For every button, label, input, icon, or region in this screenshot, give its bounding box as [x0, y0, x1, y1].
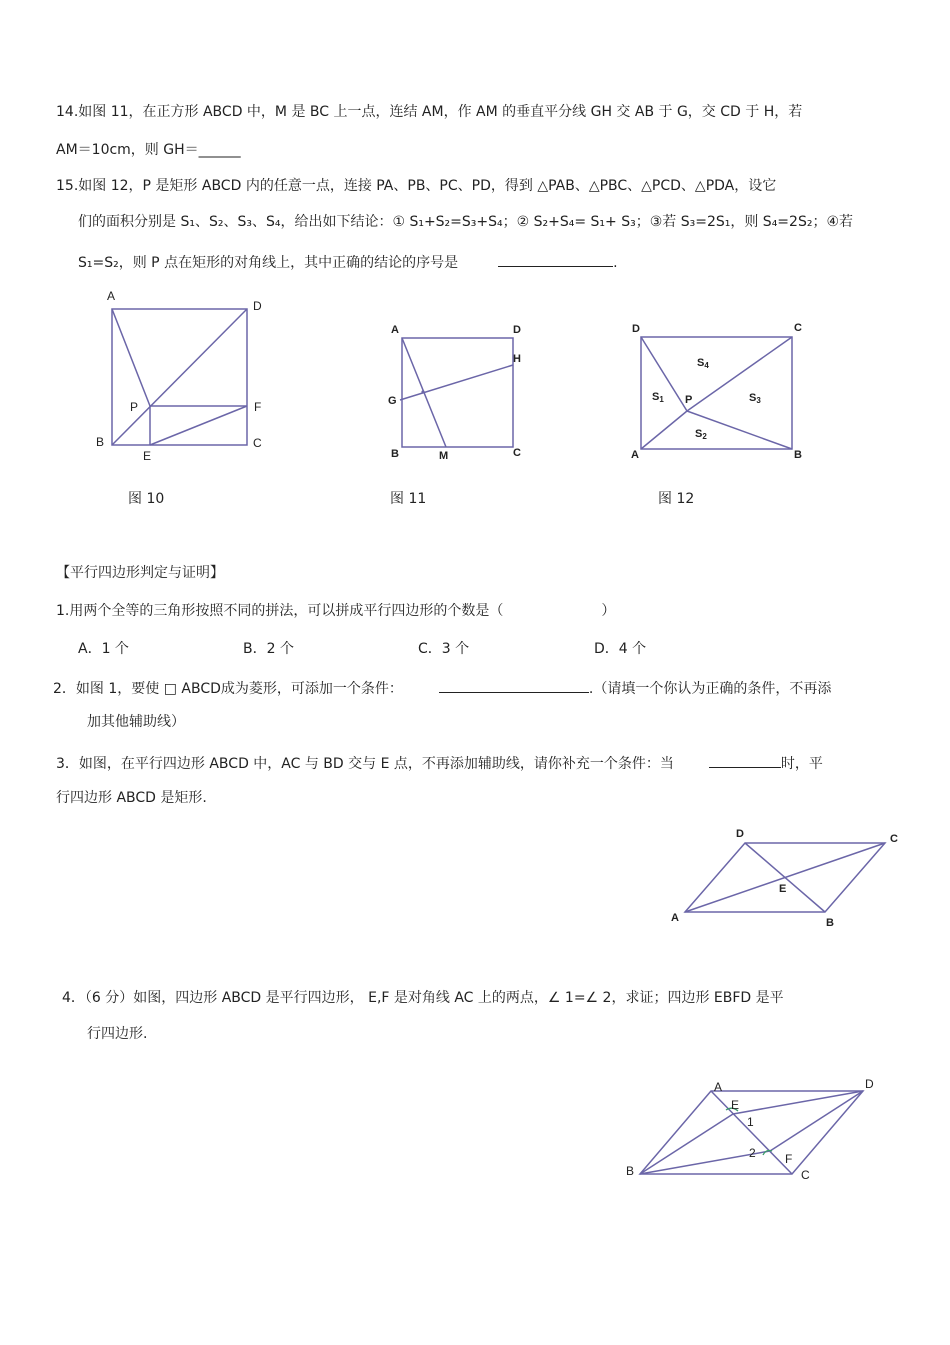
figure-11: [380, 315, 540, 465]
fig12-line-pc: [687, 337, 792, 411]
figure-12: [625, 315, 815, 465]
fig12-label-d: D: [632, 323, 640, 335]
figq4-label-f: F: [785, 1152, 793, 1166]
q15-line2: 们的面积分别是 S₁、S₂、S₃、S₄，给出如下结论：① S₁+S₂=S₃+S₄；② S₂+S₄= S₁+ S₃；③若 S₃=2S₁，则 S₄=2S₂；④若: [78, 214, 853, 230]
fig10-label-f: F: [254, 400, 262, 414]
p2-answer-blank[interactable]: [439, 677, 589, 693]
fig10-label-b: B: [96, 435, 105, 449]
figure-q4-parallelogram: [620, 1070, 890, 1190]
p1-question: [56, 601, 615, 621]
figq3-label-e: E: [779, 883, 787, 895]
p1-close-paren: ）: [601, 603, 616, 619]
q14-line2: AM＝10cm，则 GH＝______: [56, 142, 241, 158]
figq4-label-2: 2: [749, 1146, 756, 1160]
fig10-diagonal-bd: [112, 309, 247, 445]
figq4-diagonal-ac: [711, 1091, 792, 1174]
figq3-label-d: D: [736, 828, 744, 840]
fig10-label-c: C: [253, 436, 262, 450]
fig10-label-p: P: [130, 400, 139, 414]
section-title: 【平行四边形判定与证明】: [56, 565, 224, 581]
figq4-label-e: E: [731, 1098, 740, 1112]
p4-line1: 4．（6 分）如图，四边形 ABCD 是平行四边形， E,F 是对角线 AC 上的两点，∠ 1=∠ 2，求证；四边形 EBFD 是平: [62, 990, 784, 1006]
figq3-label-a: A: [671, 912, 679, 924]
fig10-line-ap: [112, 309, 150, 406]
p4-line2: 行四边形.: [87, 1026, 148, 1042]
fig12-line-pa: [641, 411, 687, 449]
fig12-label-s4: S4: [697, 357, 709, 370]
figq4-line-ed: [733, 1091, 863, 1114]
p1-option-a[interactable]: A．1 个: [78, 641, 129, 657]
p2-line1: [53, 677, 831, 699]
p1-question-text: 1.用两个全等的三角形按照不同的拼法，可以拼成平行四边形的个数是（: [56, 603, 504, 619]
p3-line1-tail: 时，平: [780, 756, 823, 772]
fig11-midpoint: [421, 390, 424, 393]
q15-line3-end: .: [613, 255, 618, 271]
p1-option-b[interactable]: B．2 个: [243, 641, 294, 657]
figq4-label-1: 1: [747, 1115, 754, 1129]
figq4-label-a: A: [714, 1080, 723, 1094]
figq3-diagonal-bd: [745, 843, 825, 912]
figure-11-caption: 图 11: [390, 491, 427, 507]
q14-line1: 14.如图 11，在正方形 ABCD 中，M 是 BC 上一点，连结 AM，作 AM 的垂直平分线 GH 交 AB 于 G，交 CD 于 H，若: [56, 104, 803, 120]
fig11-line-gh: [400, 365, 513, 400]
fig11-label-h: H: [513, 353, 521, 365]
p3-line1: [56, 752, 823, 774]
figq4-label-b: B: [626, 1164, 635, 1178]
fig11-label-b: B: [391, 448, 399, 460]
q15-answer-blank[interactable]: [498, 251, 613, 267]
fig11-label-a: A: [391, 324, 399, 336]
p3-answer-blank[interactable]: [709, 752, 781, 768]
fig10-label-a: A: [107, 289, 116, 303]
fig10-label-e: E: [143, 449, 152, 463]
figq3-label-b: B: [826, 917, 834, 929]
q15-line1: 15.如图 12，P 是矩形 ABCD 内的任意一点，连接 PA、PB、PC、PD，得到 △PAB、△PBC、△PCD、△PDA，设它: [56, 178, 777, 194]
figure-12-caption: 图 12: [658, 491, 695, 507]
fig11-label-m: M: [439, 450, 449, 462]
fig12-label-b: B: [794, 449, 802, 461]
q15-line3-text: S₁=S₂，则 P 点在矩形的对角线上，其中正确的结论的序号是: [78, 255, 459, 271]
fig12-label-s3: S3: [749, 392, 761, 405]
figq4-line-fd: [770, 1091, 863, 1151]
fig12-label-p: P: [685, 394, 693, 406]
fig10-label-d: D: [253, 299, 262, 313]
p3-line2: 行四边形 ABCD 是矩形.: [56, 790, 207, 806]
figq4-line-be: [640, 1114, 733, 1174]
p1-option-d[interactable]: D．4 个: [594, 641, 647, 657]
p1-option-c[interactable]: C．3 个: [418, 641, 470, 657]
fig12-line-pb: [687, 411, 792, 449]
figq4-label-d: D: [865, 1077, 874, 1091]
fig10-line-ef: [150, 406, 247, 445]
p2-line1-tail: .（请填一个你认为正确的条件，不再添: [588, 681, 832, 697]
figure-q3-parallelogram: [665, 822, 905, 937]
fig12-label-a: A: [631, 449, 639, 461]
p2-line2: 加其他辅助线）: [87, 714, 185, 730]
fig11-label-c: C: [513, 447, 521, 459]
q15-line3: [78, 251, 618, 273]
fig11-label-g: G: [388, 395, 397, 407]
fig12-label-s1: S1: [652, 391, 664, 404]
p3-line1-text: 3．如图，在平行四边形 ABCD 中，AC 与 BD 交与 E 点，不再添加辅助线，请你补充一个条件：当: [56, 756, 674, 772]
figure-10: [90, 285, 280, 465]
fig11-label-d: D: [513, 324, 521, 336]
figq3-label-c: C: [890, 833, 898, 845]
fig11-square: [402, 338, 513, 447]
fig12-label-c: C: [794, 322, 802, 334]
fig12-line-pd: [641, 337, 687, 411]
fig12-label-s2: S2: [695, 428, 707, 441]
figure-10-caption: 图 10: [128, 491, 165, 507]
p2-line1-text: 2．如图 1，要使 □ ABCD成为菱形，可添加一个条件：: [53, 681, 403, 697]
figq4-label-c: C: [801, 1168, 810, 1182]
